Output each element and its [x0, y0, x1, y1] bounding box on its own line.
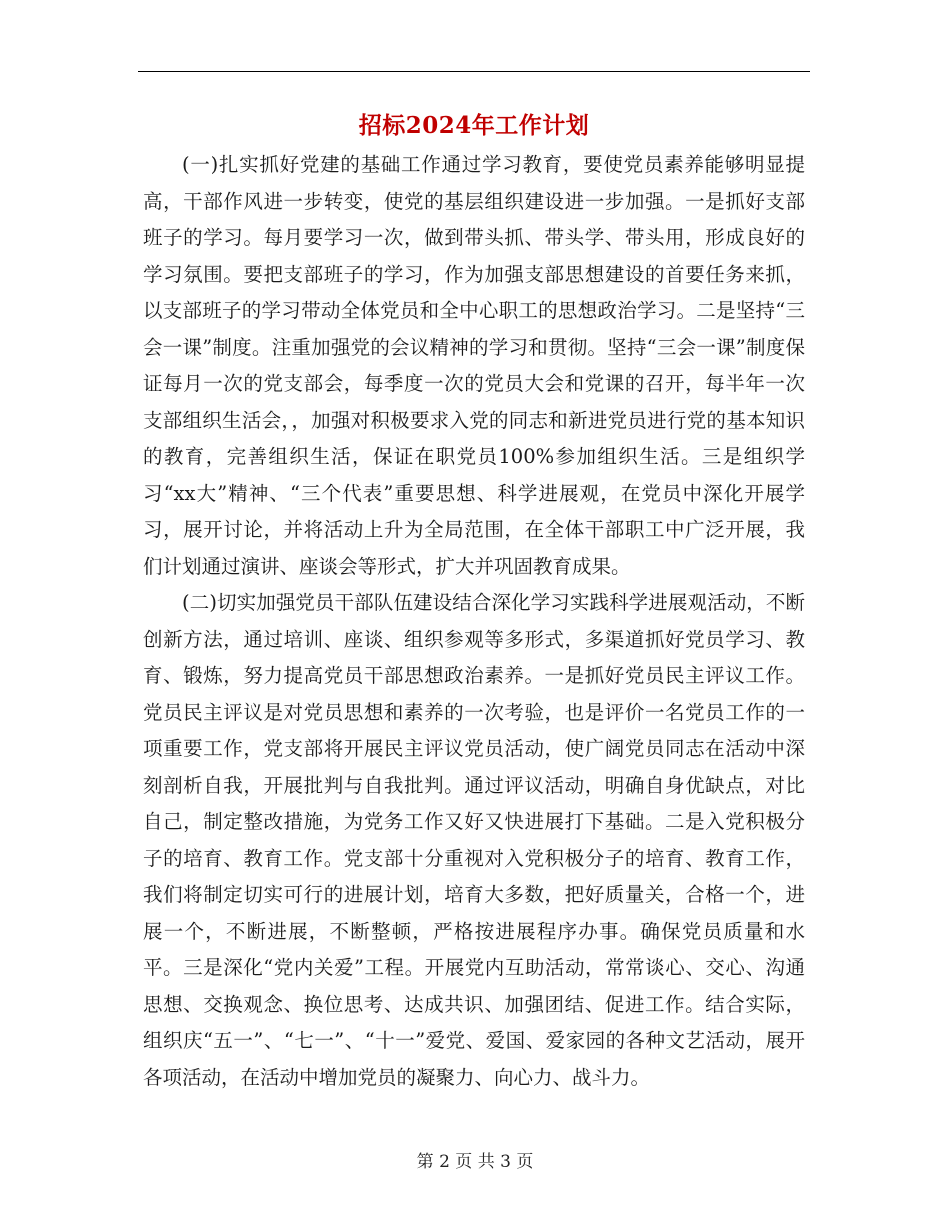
- document-title: 招标2024年工作计划: [358, 112, 590, 139]
- document-body: [143, 147, 805, 1096]
- page-number-footer: 第 2 页 共 3 页: [416, 1152, 534, 1172]
- paragraph-1: (一)扎实抓好党建的基础工作通过学习教育，要使党员素养能够明显提高，干部作风进一步转变，使党的基层组织建设进一步加强。一是抓好支部班子的学习。每月要学习一次，做到带头抓、带头学、带头用，形成良好的学习氛围。要把支部班子的学习，作为加强支部思想建设的首要任务来抓，以支部班子的学习带动全体党员和全中心职工的思想政治学习。二是坚持“三会一课”制度。注重加强党的会议精神的学习和贯彻。坚持“三会一课”制度保证每月一次的党支部会，每季度一次的党员大会和党课的召开，每半年一次支部组织生活会，，加强对积极要求入党的同志和新进党员进行党的基本知识的教育，完善组织生活，保证在职党员100%参加组织生活。三是组织学习“xx大”精神、“三个代表”重要思想、科学进展观，在党员中深化开展学习，展开讨论，并将活动上升为全局范围，在全体干部职工中广泛开展，我们计划通过演讲、座谈会等形式，扩大并巩固教育成果。: [143, 153, 805, 578]
- header-rule: [138, 71, 810, 72]
- paragraph-2: (二)切实加强党员干部队伍建设结合深化学习实践科学进展观活动，不断创新方法，通过培训、座谈、组织参观等多形式，多渠道抓好党员学习、教育、锻炼，努力提高党员干部思想政治素养。一是抓好党员民主评议工作。党员民主评议是对党员思想和素养的一次考验，也是评价一名党员工作的一项重要工作，党支部将开展民主评议党员活动，使广阔党员同志在活动中深刻剖析自我，开展批判与自我批判。通过评议活动，明确自身优缺点，对比自己，制定整改措施，为党务工作又好又快进展打下基础。二是入党积极分子的培育、教育工作。党支部十分重视对入党积极分子的培育、教育工作，我们将制定切实可行的进展计划，培育大多数，把好质量关，合格一个，进展一个，不断进展，不断整顿，严格按进展程序办事。确保党员质量和水平。三是深化“党内关爱”工程。开展党内互助活动，常常谈心、交心、沟通思想、交换观念、换位思考、达成共识、加强团结、促进工作。结合实际，组织庆“五一”、“七一”、“十一”爱党、爱国、爱家园的各种文艺活动，展开各项活动，在活动中增加党员的凝聚力、向心力、战斗力。: [143, 591, 805, 1089]
